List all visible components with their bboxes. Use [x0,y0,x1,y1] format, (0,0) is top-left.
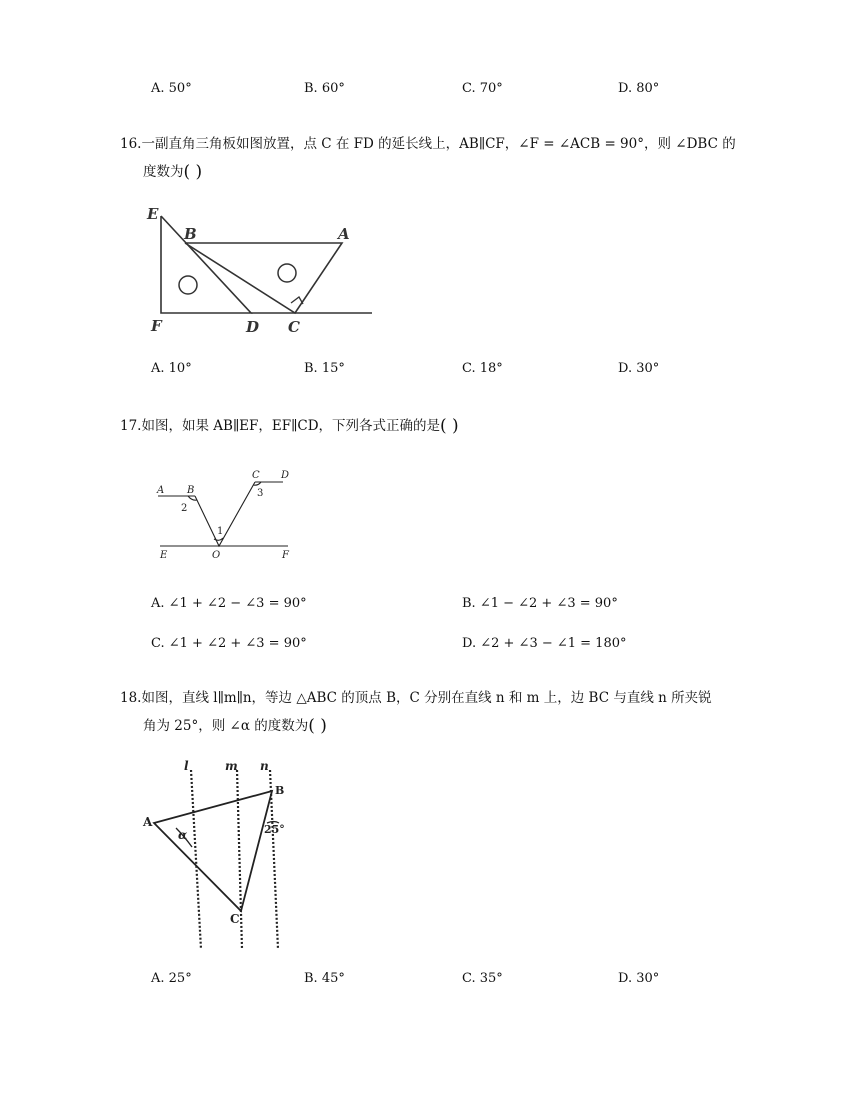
q16-answer-paren: ( ) [183,162,203,182]
q16-label-b: B [184,225,197,243]
q16-number: 16. [120,136,142,152]
q17-label-a: A [157,485,165,496]
q18-option-b: B. 45° [304,971,345,986]
q15-option-a: A. 50° [151,81,192,96]
q18-line1: 如图，直线 l∥m∥n，等边 △ABC 的顶点 B，C 分别在直线 n 和 m 上，边 BC 与直线 n 所夹锐 [141,690,712,706]
q17-angle-2: 2 [181,503,188,514]
q18-label-n: n [260,759,269,773]
q18-answer-paren: ( ) [308,716,327,736]
q18-label-c: C [230,912,240,926]
q17-number: 17. [120,418,142,434]
q16-label-f: F [151,317,162,335]
q16-option-b: B. 15° [304,361,345,376]
q16-option-a: A. 10° [151,361,192,376]
q18-label-25deg: 25° [264,823,285,836]
q17-angle-1: 1 [217,526,224,537]
q18-line2: 角为 25°，则 ∠α 的度数为 [143,718,309,734]
q17-label-b: B [187,485,195,496]
q18-triangle [154,791,279,911]
q16-circle-left [179,276,197,294]
q15-option-b: B. 60° [304,81,345,96]
q17-option-d: D. ∠2 + ∠3 − ∠1 = 180° [462,636,627,651]
q16-label-a: A [338,225,350,243]
q16-line1: 一副直角三角板如图放置，点 C 在 FD 的延长线上，AB∥CF，∠F = ∠ACB = 90°，则 ∠DBC 的 [141,136,736,152]
q18-label-a: A [143,815,153,829]
q18-option-a: A. 25° [151,971,192,986]
q17-option-a: A. ∠1 + ∠2 − ∠3 = 90° [151,596,307,611]
q16-line2: 度数为 [143,164,184,180]
q16-text-line1 [120,131,736,158]
q16-figure [140,203,380,338]
q18-option-d: D. 30° [618,971,660,986]
q18-figure [140,757,300,952]
q17-answer-paren: ( ) [440,416,459,436]
q18-text-line1 [120,685,712,712]
q17-angle-3: 3 [257,488,264,499]
q15-option-c: C. 70° [462,81,503,96]
q16-text-line2 [143,158,202,186]
q18-label-alpha: α [178,828,188,842]
q18-number: 18. [120,690,142,706]
q16-option-c: C. 18° [462,361,503,376]
q16-circle-right [278,264,296,282]
q16-label-e: E [147,205,159,223]
q17-label-f: F [282,550,289,561]
q17-label-o: O [212,550,221,561]
q16-label-d: D [246,318,260,336]
q17-line1: 如图，如果 AB∥EF，EF∥CD，下列各式正确的是 [141,418,441,434]
q15-option-d: D. 80° [618,81,660,96]
q16-option-d: D. 30° [618,361,660,376]
q18-label-b: B [275,784,285,797]
q17-label-d: D [281,470,290,481]
q17-text-line1 [120,412,459,440]
q18-option-c: C. 35° [462,971,503,986]
q18-label-l: l [184,759,189,773]
q17-option-c: C. ∠1 + ∠2 + ∠3 = 90° [151,636,307,651]
q17-option-b: B. ∠1 − ∠2 + ∠3 = 90° [462,596,618,611]
q16-label-c: C [288,318,300,336]
q18-label-m: m [225,759,238,773]
q17-figure [150,466,300,566]
q17-label-e: E [160,550,168,561]
q17-label-c: C [252,470,260,481]
q18-text-line2 [143,712,327,740]
